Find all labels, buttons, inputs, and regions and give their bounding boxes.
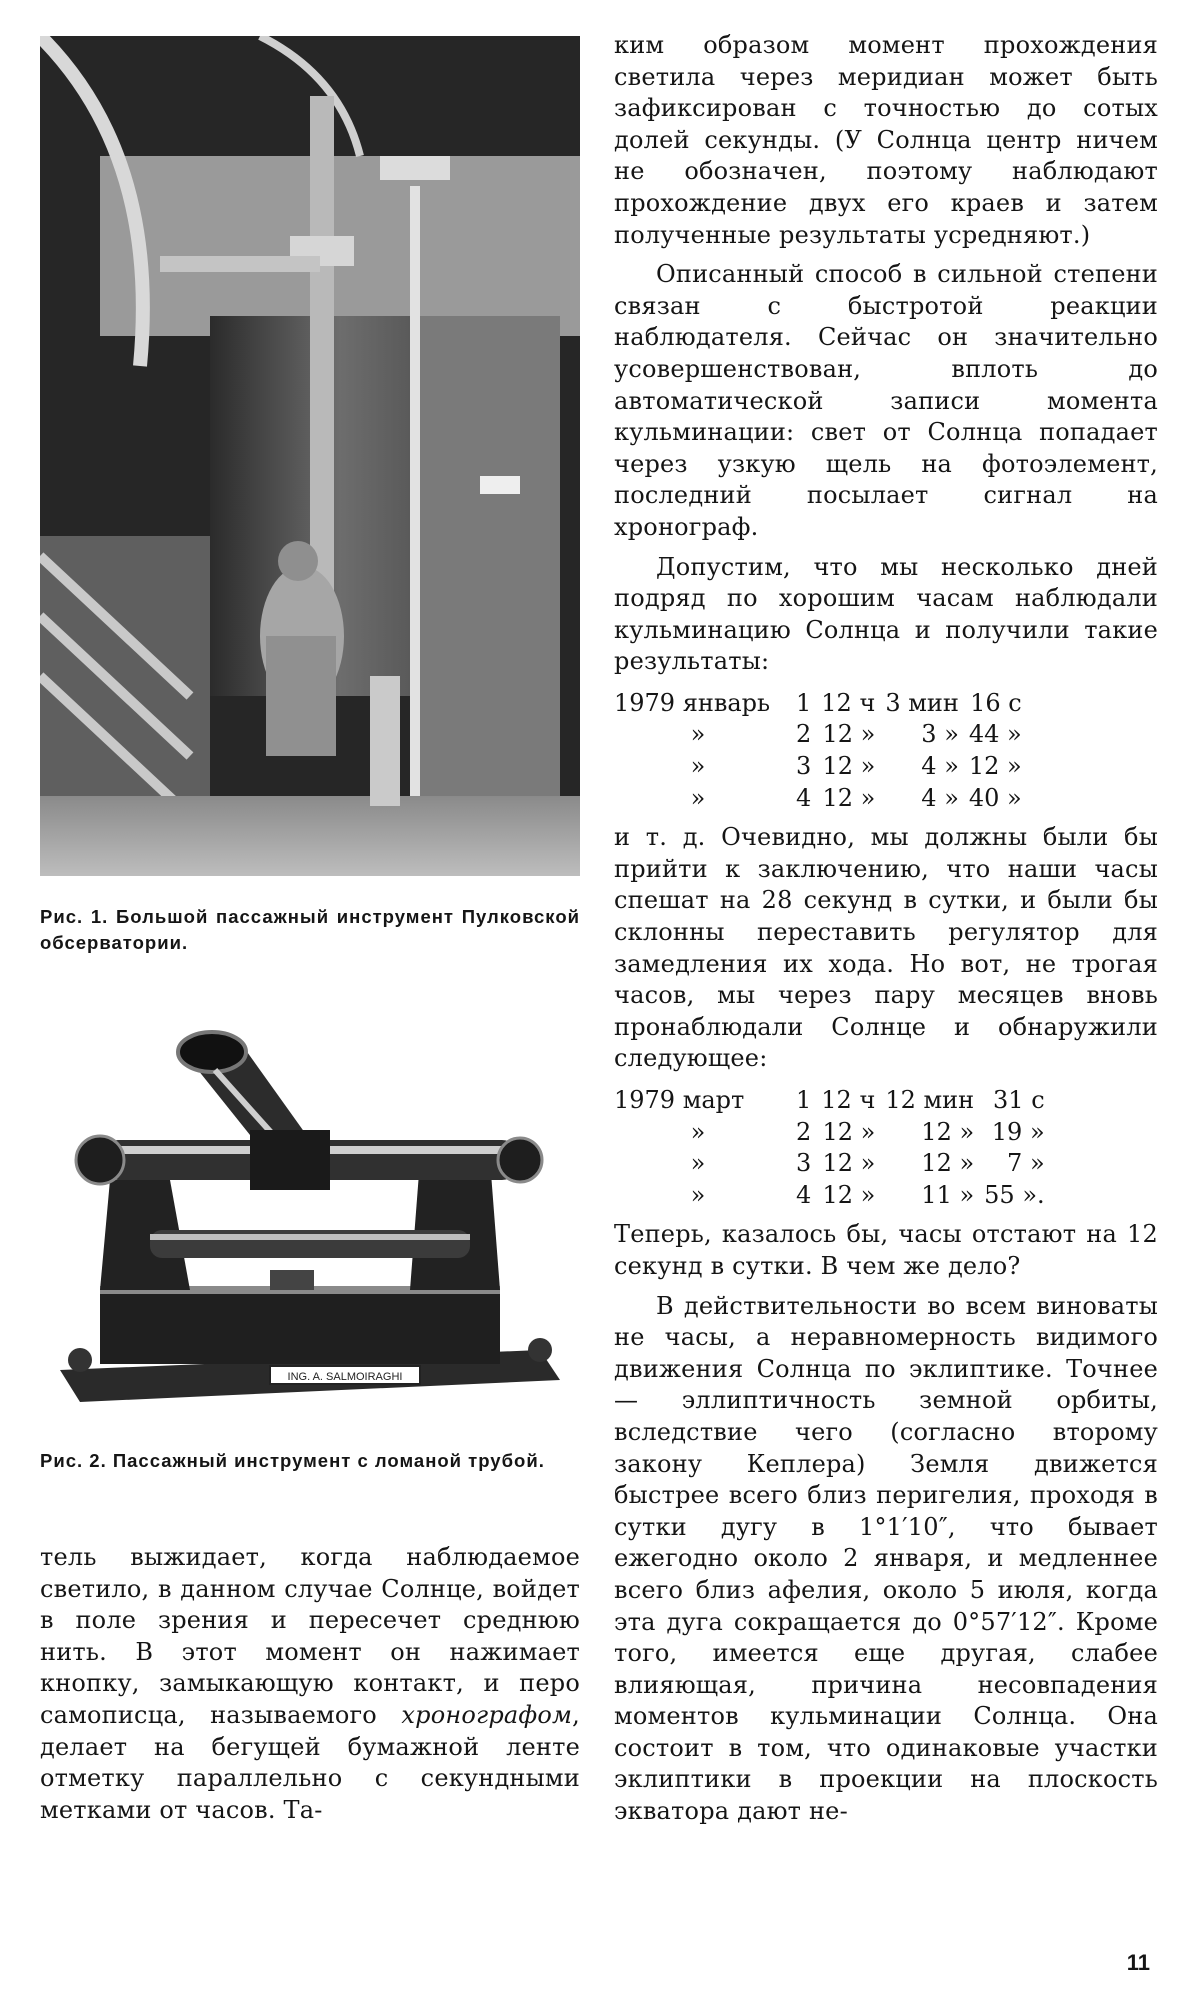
table-cell: » xyxy=(690,1149,706,1178)
table-cell: 3 xyxy=(796,752,812,781)
table-cell: 4 » xyxy=(921,752,959,781)
table-cell: » xyxy=(690,1180,706,1209)
table-cell: 12 » xyxy=(822,1149,876,1178)
table-cell: 11 » xyxy=(921,1180,975,1209)
left-paragraph xyxy=(40,1542,580,1826)
chronograph-term: хронографом xyxy=(401,1700,573,1729)
table-row xyxy=(614,1085,1055,1117)
transit-instrument-drawing xyxy=(40,1030,580,1430)
table-row xyxy=(614,783,1032,815)
plate-text: ING. A. SALMOIRAGHI xyxy=(287,1371,403,1383)
table-row xyxy=(614,1117,1055,1149)
january-observations-table xyxy=(614,688,1032,814)
table-cell: 12 » xyxy=(921,1149,975,1178)
table-cell: » xyxy=(690,1117,706,1146)
table-cell: 12 мин xyxy=(885,1086,975,1114)
table-cell: 12 » xyxy=(822,783,876,812)
table-cell: 2 xyxy=(796,1117,812,1146)
table-row xyxy=(614,688,1032,720)
table-cell: 1979 март xyxy=(614,1086,745,1114)
table-cell: 12 » xyxy=(822,1117,876,1146)
table-cell: 40 » xyxy=(968,783,1022,812)
table-cell: 12 ч xyxy=(821,688,876,717)
table-cell: 7 » xyxy=(1007,1149,1045,1178)
table-cell: 16 с xyxy=(970,688,1022,717)
table-cell: 3 мин xyxy=(885,688,959,717)
table-row xyxy=(614,719,1032,751)
table-cell: 12 » xyxy=(822,1180,876,1209)
table-cell: 12 » xyxy=(968,752,1022,781)
table-cell: 31 с xyxy=(993,1086,1045,1114)
paragraph-3: Допустим, что мы несколько дней подряд по хорошим часам наблюдали кульминацию Солнца и получили такие результаты: xyxy=(614,552,1158,676)
table-cell: 2 xyxy=(796,720,812,749)
table-cell: 12 » xyxy=(822,752,876,781)
right-column xyxy=(614,30,1158,1828)
table-cell: 1979 январь xyxy=(614,688,771,717)
table-row xyxy=(614,751,1032,783)
table-row xyxy=(614,1180,1055,1212)
march-observations-table xyxy=(614,1085,1055,1211)
table-cell: 12 ч xyxy=(821,1086,876,1114)
table-cell: 4 xyxy=(796,783,812,812)
paragraph-2: Описанный способ в сильной степени связан с быстротой реакции наблюдателя. Сейчас он значительно усовершенствован, вплоть до автоматической записи момента кульминации: свет от Солнца попадает через узкую щель на фотоэлемент, последний посылает сигнал на хронограф. xyxy=(614,260,1158,541)
figure-1-caption: Рис. 1. Большой пассажный инструмент Пулковской обсерватории. xyxy=(40,906,580,953)
table-cell: 12 » xyxy=(822,720,876,749)
table-cell: 4 » xyxy=(921,783,959,812)
table-cell: » xyxy=(690,720,706,749)
table-cell: 19 » xyxy=(991,1117,1045,1146)
paragraph-6: В действительности во всем виноваты не часы, а неравномерность видимого движения Солнца по эклиптике. Точнее — эллиптичность земной орбиты, вследствие чего (согласно второму закону Кеплера) Земля движется быстрее всего близ перигелия, проходя в сутки дугу в 1°1′10″, что бывает ежегодно около 2 января, и медленнее всего близ афелия, около 5 июля, когда эта дуга сокращается до 0°57′12″. Кроме того, имеется еще другая, слабее влияющая, причина несовпадения моментов кульминации Солнца. Она состоит в том, что одинаковые участки эклиптики в проекции на плоскость экватора дают не- xyxy=(614,1291,1158,1826)
table-cell: 1 xyxy=(796,1086,812,1114)
left-paragraph-text-1: тель выжидает, когда наблюдаемое светило, в данном случае Солнце, войдет в поле зрения и пересечет среднюю нить. В этот момент он нажимает кнопку, замыкающую контакт, и перо самописца, называемого xyxy=(40,1543,580,1729)
table-row xyxy=(614,1148,1055,1180)
figure-2-caption: Рис. 2. Пассажный инструмент с ломаной трубой. xyxy=(40,1450,545,1471)
paragraph-1: ким образом момент прохождения светила через меридиан может быть зафиксирован с точностью до сотых долей секунды. (У Солнца центр ничем не обозначен, поэтому наблюдают прохождение двух его краев и затем полученные результаты усредняют.) xyxy=(614,31,1158,249)
table-cell: 3 » xyxy=(921,720,959,749)
figure-1-photo xyxy=(40,36,580,876)
table-cell: 12 » xyxy=(921,1117,975,1146)
table-cell: 1 xyxy=(796,688,812,717)
table-cell: » xyxy=(690,783,706,812)
left-column xyxy=(40,36,580,1826)
figure-2-illustration xyxy=(40,1030,580,1430)
table-cell: 3 xyxy=(796,1149,812,1178)
paragraph-5: Теперь, казалось бы, часы отстают на 12 секунд в сутки. В чем же дело? xyxy=(614,1220,1158,1280)
page-number: 11 xyxy=(1126,1950,1150,1975)
left-paragraph-text-2: , делает на бегущей бумажной ленте отметку параллельно с секундными метками от часов. Та- xyxy=(40,1700,580,1824)
table-cell: 44 » xyxy=(968,720,1022,749)
observatory-photo-illustration xyxy=(40,36,580,876)
table-cell: » xyxy=(690,752,706,781)
paragraph-4: и т. д. Очевидно, мы должны были бы прийти к заключению, что наши часы спешат на 28 секунд в сутки, и были бы склонны переставить регулятор для замедления их хода. Но вот, не трогая часов, мы через пару месяцев вновь пронаблюдали Солнце и обнаружили следующее: xyxy=(614,823,1158,1073)
table-cell: 55 ». xyxy=(984,1180,1045,1209)
table-cell: 4 xyxy=(796,1180,812,1209)
